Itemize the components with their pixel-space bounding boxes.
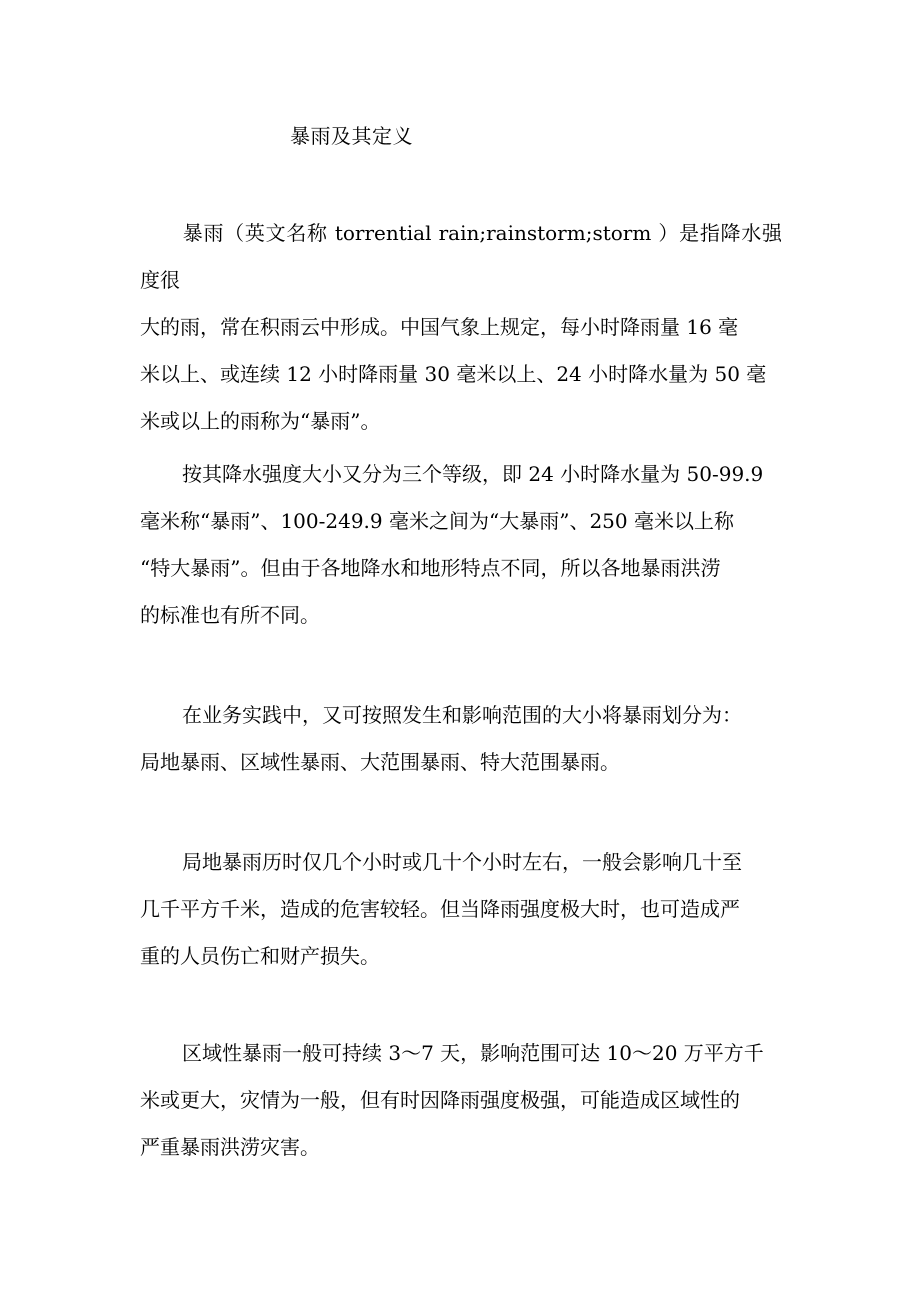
text-line: 严重暴雨洪涝灾害。: [140, 1135, 320, 1159]
document-title: 暴雨及其定义: [290, 124, 413, 148]
text-line: “特大暴雨”。但由于各地降水和地形特点不同，所以各地暴雨洪涝: [140, 556, 721, 580]
text-line: 区域性暴雨一般可持续 3～7 天，影响范围可达 10～20 万平方千: [182, 1041, 764, 1065]
paragraph-scope-classes: [140, 692, 782, 786]
paragraph-intensity-grades: [140, 451, 782, 639]
text-line: 局地暴雨历时仅几个小时或几十个小时左右，一般会影响几十至: [182, 850, 742, 874]
text-line: 几千平方千米，造成的危害较轻。但当降雨强度极大时，也可造成严: [140, 897, 740, 921]
text-line: 的标准也有所不同。: [140, 603, 320, 627]
text-line: 在业务实践中，又可按照发生和影响范围的大小将暴雨划分为：: [182, 703, 742, 727]
text-line: 局地暴雨、区域性暴雨、大范围暴雨、特大范围暴雨。: [140, 750, 620, 774]
text-line: 米或以上的雨称为“暴雨”。: [140, 409, 381, 433]
paragraph-regional-rainstorm: [140, 1030, 782, 1171]
text-line: 米以上、或连续 12 小时降雨量 30 毫米以上、24 小时降水量为 50 毫: [140, 362, 767, 386]
paragraph-local-rainstorm: [140, 839, 782, 980]
text-line: 毫米称“暴雨”、100-249.9 毫米之间为“大暴雨”、250 毫米以上称: [140, 509, 734, 533]
paragraph-definition: [140, 210, 782, 445]
text-line: 大的雨，常在积雨云中形成。中国气象上规定，每小时降雨量 16 毫: [140, 315, 739, 339]
text-line: 暴雨（英文名称 torrential rain;rainstorm;storm ）是指降水强度很: [140, 221, 782, 292]
text-line: 米或更大，灾情为一般，但有时因降雨强度极强，可能造成区域性的: [140, 1088, 740, 1112]
text-line: 按其降水强度大小又分为三个等级，即 24 小时降水量为 50-99.9: [182, 462, 764, 486]
text-line: 重的人员伤亡和财产损失。: [140, 944, 380, 968]
